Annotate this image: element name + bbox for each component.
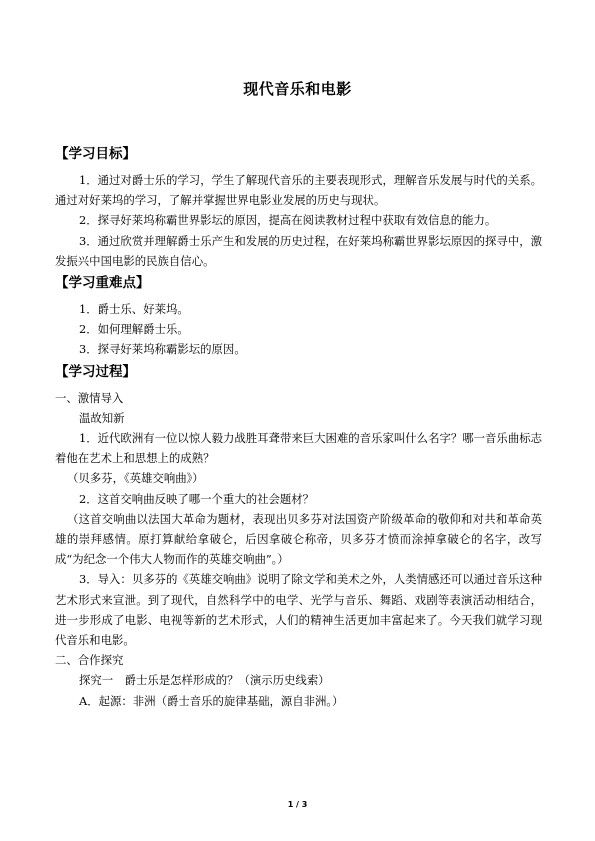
question-2: 2．这首交响曲反映了哪一个重大的社会题材？ [79,491,315,506]
question-1: 1．近代欧洲有一位以惊人毅力战胜耳聋带来巨大困难的音乐家叫什么名字？哪一音乐曲标志着他在艺术上和思想上的成熟？ [55,431,542,466]
question-3: 3．导入：贝多芬的《英雄交响曲》说明了除文学和美术之外，人类情感还可以通过音乐这种艺术形式来宣泄。到了现代，自然科学中的电学、光学与音乐、舞蹈、戏剧等表演活动相结合，进一步形成了电影、电视等新的艺术形式，人们的精神生活更加丰富起来了。今天我们就学习现代音乐和电影。 [55,572,542,648]
goal-item-1: 1．通过对爵士乐的学习，学生了解现代音乐的主要表现形式，理解音乐发展与时代的关系。通过对好莱坞的学习，了解并掌握世界电影业发展的历史与现状。 [55,173,542,208]
key-point-item-1: 1．爵士乐、好莱坞。 [79,302,189,317]
document-title: 现代音乐和电影 [243,80,352,98]
key-point-item-3: 3．探寻好莱坞称霸影坛的原因。 [79,342,246,357]
document-body [55,144,542,711]
origin-item: A．起源：非洲（爵士音乐的旋律基础，源自非洲。） [79,693,344,708]
part2-title: 二、合作探究 [55,653,124,668]
review-label: 温故知新 [79,410,125,425]
section-heading-key-points: 【学习重难点】 [55,275,150,292]
part1-title: 一、激情导入 [55,390,124,405]
section-heading-process: 【学习过程】 [55,363,136,380]
goal-item-3: 3．通过欣赏并理解爵士乐产生和发展的历史过程，在好莱坞称霸世界影坛原因的探寻中，激发振兴中国电影的民族自信心。 [55,233,542,268]
goal-item-2: 2．探寻好莱坞称霸世界影坛的原因，提高在阅读教材过程中获取有效信息的能力。 [79,213,497,228]
answer-1: （贝多芬，《英雄交响曲》） [67,471,204,486]
section-heading-goals: 【学习目标】 [55,146,136,162]
answer-2: （这首交响曲以法国大革命为题材，表现出贝多芬对法国资产阶级革命的敬仰和对共和革命英雄的崇拜感情。原打算献给拿破仑，后因拿破仑称帝，贝多芬才愤而涂掉拿破仑的名字，改写成“为纪念一个伟大人物而作的英雄交响曲”。） [55,511,542,567]
page-number: 1 / 3 [287,800,308,809]
key-point-item-2: 2．如何理解爵士乐。 [79,322,189,337]
explore-1-title: 探究一 爵士乐是怎样形成的？（演示历史线索） [79,673,330,688]
